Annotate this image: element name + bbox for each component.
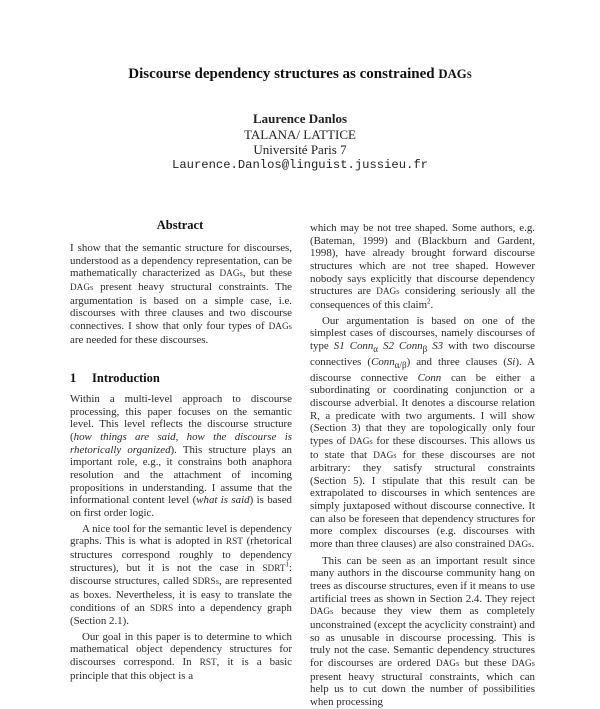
right-paragraph-3: This can be seen as an important result since many authors in the discourse community hang on trees as discourse structures, even if it means to use artificial trees as shown in Section 2.4. They reject DAGs because they view them as completely unconstrained (except the acyclicity constraint) and so as unusable in discourse processing. This is truly not the case. Semantic dependency structures for discourses are ordered DAGs but these DAGs present heavy structural constraints, which can help us to cut down the number of possibilities when processing — [310, 554, 535, 708]
footnote-marker[interactable]: 1 — [285, 559, 289, 568]
introduction-body — [70, 393, 292, 682]
right-column-body — [310, 222, 535, 709]
section-number: 1 — [70, 371, 77, 385]
section-heading-introduction — [70, 371, 160, 386]
author-name: Laurence Danlos — [252, 111, 347, 126]
right-paragraph-1: which may be not tree shaped. Some authors, e.g. (Bateman, 1999) and (Blackburn and Gardent, 1998), have already brought forward discourse structures which are not tree shaped. However nobody says explicitly that discourse dependency structures are DAGs considering seriously all the consequences of this claim$^2$. — [310, 222, 535, 311]
paper-title — [0, 66, 600, 83]
footnote-marker[interactable]: 2 — [427, 297, 431, 306]
abstract-heading: Abstract — [156, 218, 204, 232]
section-title: Introduction — [92, 371, 160, 385]
author-university: Université Paris 7 — [253, 142, 347, 157]
abstract-body — [70, 242, 292, 346]
intro-paragraph-1: Within a multi-level approach to discourse processing, this paper focuses on the semantic level. This level reflects the discourse structure (how things are said, how the discourse is rhetorically organized). This structure plays an important role, e.g., it constrains both anaphora resolution and the attachment of incoming propositions in understanding. I assume that the informational content level (what is said) is based on first order logic. — [70, 393, 293, 519]
intro-paragraph-2: A nice tool for the semantic level is dependency graphs. This is what is adopted in RST (rhetorical structures correspond roughly to dependency structures), but it is not the case in SDRT$^1$: discourse structures, called SDRSs, are represented as boxes. Nevertheless, it is easy to translate the conditions of an SDRS into a dependency graph (Section 2.1). — [70, 522, 293, 628]
author-affiliation: TALANA/ LATTICE — [244, 126, 356, 142]
author-block — [0, 111, 600, 173]
abstract-paragraph: I show that the semantic structure for discourses, understood as a dependency representation, can be mathematically characterized as DAGs, but these DAGs present heavy structural constraints. The argumentation is based on a simple case, i.e. discourses with three clauses and two discourse connectives. I show that only four types of DAGs are needed for these discourses. — [70, 242, 292, 346]
intro-paragraph-3: Our goal in this paper is to determine to which mathematical object dependency structures for discourses correspond. In RST, it is a basic principle that this object is a — [70, 630, 292, 682]
title-smallcaps: DAGs — [438, 67, 472, 81]
title-text: Discourse dependency structures as constrained — [128, 66, 439, 82]
right-paragraph-2: Our argumentation is based on one of the simplest cases of discourses, namely discourses of type S1 Conn$_\alpha$ S2 Conn$_\beta$ S3 with two discourse connectives (Conn$_{\alpha/\beta}$) and three clauses (Si). A discourse connective Conn can be either a subordinating or coordinating conjunction or a discourse adverbial. It denotes a discourse relation R, a predicate with two arguments. I will show (Section 3) that they are topologically only four types of DAGs for these discourses. This allows us to state that DAGs for these discourses are not arbitrary: they satisfy structural constraints (Section 5). I stipulate that this result can be extrapolated to discourses in which sentences are simply juxtaposed without discourse connective. It can also be foreseen that dependency structures for more complex discourses (e.g. discourses with more than three clauses) are also constrained DAGs. — [310, 314, 536, 551]
author-email: Laurence.Danlos@linguist.jussieu.fr — [172, 157, 428, 172]
